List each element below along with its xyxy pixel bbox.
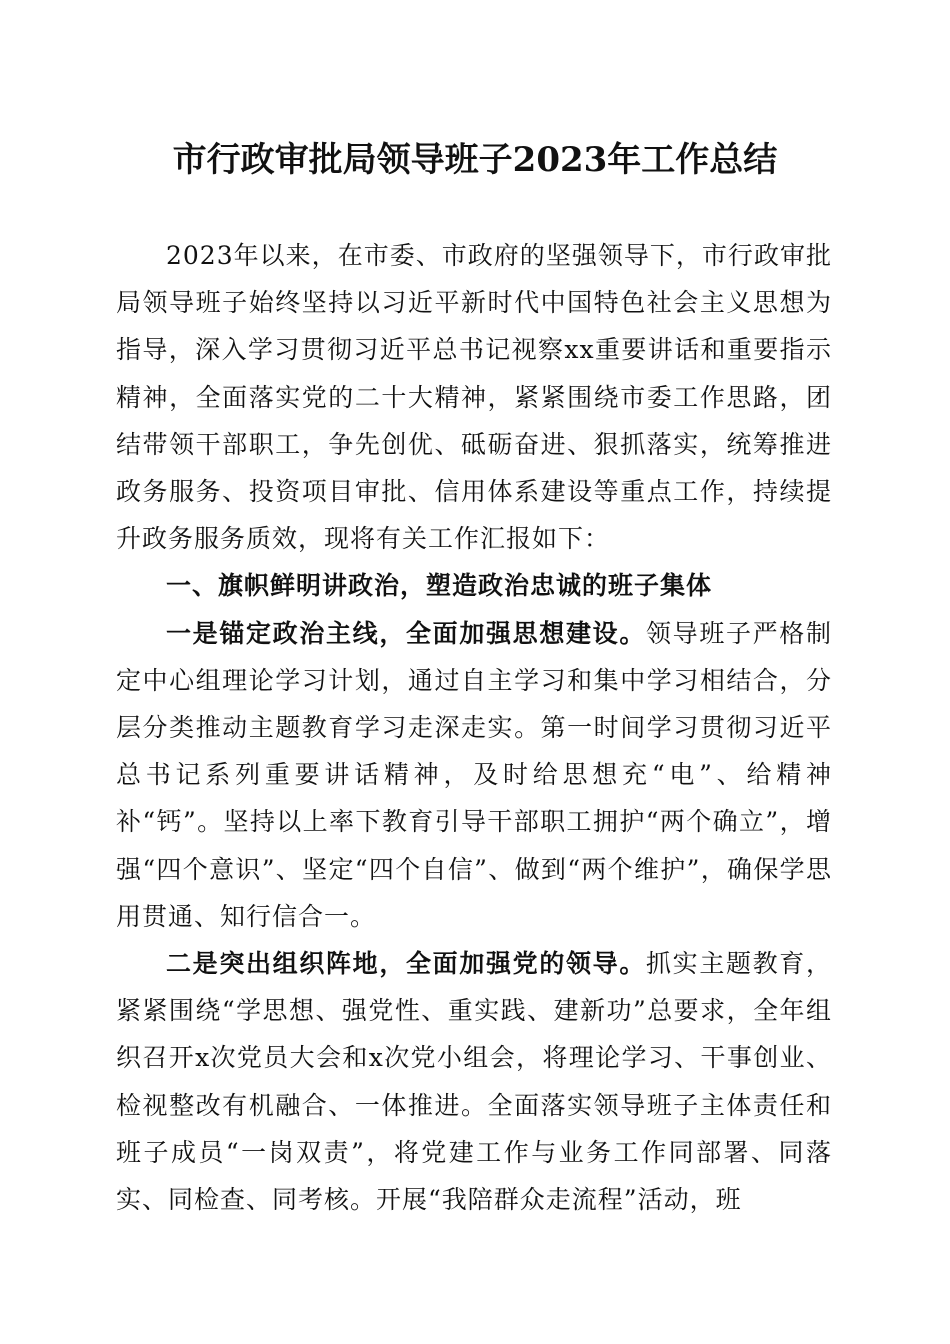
paragraph-text: 领导班子严格制定中心组理论学习计划，通过自主学习和集中学习相结合，分层分类推动主题教育学习走深走实。第一时间学习贯彻习近平总书记系列重要讲话精神，及时给思想充“电”、给精神补“钙”。坚持以上率下教育引导干部职工拥护“两个确立”，增强“四个意识”、坚定“四个自信”、做到“两个维护”，确保学思用贯通、知行信合一。 — [116, 618, 832, 931]
paragraph-lead: 二是突出组织阵地，全面加强党的领导。 — [166, 949, 646, 979]
document-title: 市行政审批局领导班子2023年工作总结 — [172, 140, 778, 180]
paragraph-lead: 一是锚定政治主线，全面加强思想建设。 — [166, 618, 646, 648]
document-body — [116, 232, 832, 1223]
section-heading-1: 一、旗帜鲜明讲政治，塑造政治忠诚的班子集体 — [166, 571, 713, 601]
intro-paragraph: 2023年以来，在市委、市政府的坚强领导下，市行政审批局领导班子始终坚持以习近平新时代中国特色社会主义思想为指导，深入学习贯彻习近平总书记视察xx重要讲话和重要指示精神，全面落实党的二十大精神，紧紧围绕市委工作思路，团结带领干部职工，争先创优、砥砺奋进、狠抓落实，统筹推进政务服务、投资项目审批、信用体系建设等重点工作，持续提升政务服务质效，现将有关工作汇报如下： — [116, 241, 832, 554]
paragraph-text: 抓实主题教育，紧紧围绕“学思想、强党性、重实践、建新功”总要求，全年组织召开x次党员大会和x次党小组会，将理论学习、干事创业、检视整改有机融合、一体推进。全面落实领导班子主体责任和班子成员“一岗双责”，将党建工作与业务工作同部署、同落实、同检查、同考核。开展“我陪群众走流程”活动，班 — [116, 949, 832, 1215]
section1-paragraph-2 — [116, 940, 832, 1223]
section1-paragraph-1 — [116, 610, 832, 940]
